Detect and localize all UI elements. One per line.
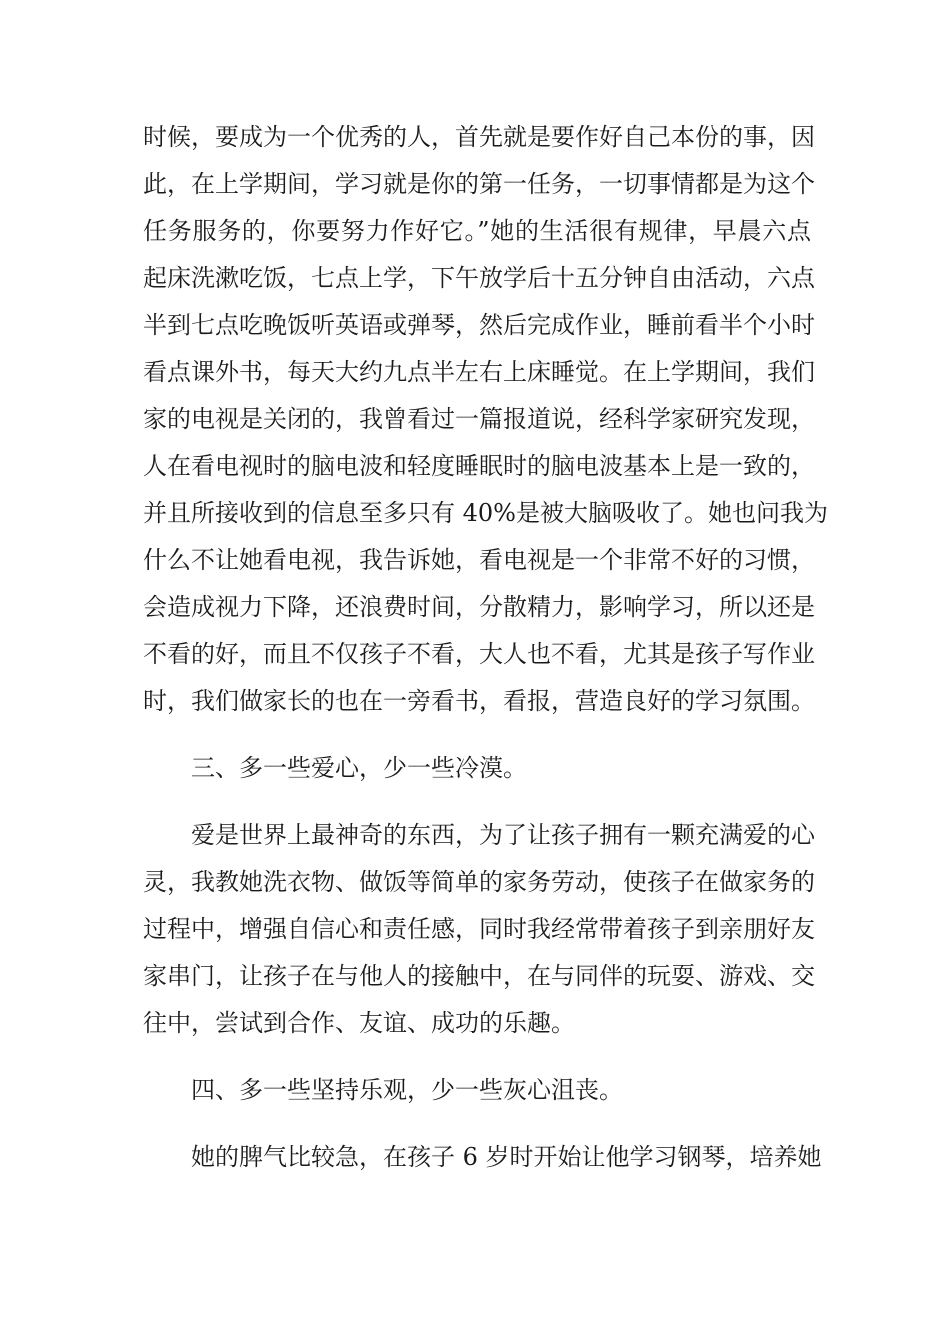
paragraph-line: 任务服务的，你要努力作好它。”她的生活很有规律，早晨六点: [143, 217, 811, 245]
paragraph-line: 过程中，增强自信心和责任感，同时我经常带着孩子到亲朋好友: [143, 915, 815, 943]
paragraph-line: 看点课外书，每天大约九点半左右上床睡觉。在上学期间，我们: [143, 358, 815, 386]
section-heading: 四、多一些坚持乐观，少一些灰心沮丧。: [191, 1076, 623, 1104]
paragraph-line: 半到七点吃晚饭听英语或弹琴，然后完成作业，睡前看半个小时: [143, 311, 815, 339]
paragraph-line: 爱是世界上最神奇的东西，为了让孩子拥有一颗充满爱的心: [191, 821, 815, 849]
paragraph-line: 时候，要成为一个优秀的人，首先就是要作好自己本份的事，因: [143, 123, 815, 151]
paragraph-line: 不看的好，而且不仅孩子不看，大人也不看，尤其是孩子写作业: [143, 640, 815, 668]
paragraph-line: 灵，我教她洗衣物、做饭等简单的家务劳动，使孩子在做家务的: [143, 868, 815, 896]
paragraph-line: 人在看电视时的脑电波和轻度睡眠时的脑电波基本上是一致的，: [143, 452, 815, 480]
paragraph-line: 时，我们做家长的也在一旁看书，看报，营造良好的学习氛围。: [143, 687, 815, 715]
paragraph-line: 起床洗漱吃饭，七点上学，下午放学后十五分钟自由活动，六点: [143, 264, 815, 292]
paragraph-line: 什么不让她看电视，我告诉她，看电视是一个非常不好的习惯，: [143, 546, 815, 574]
section-heading: 三、多一些爱心，少一些冷漠。: [191, 754, 527, 782]
paragraph-line: 往中，尝试到合作、友谊、成功的乐趣。: [143, 1009, 575, 1037]
paragraph-line: 她的脾气比较急，在孩子 6 岁时开始让他学习钢琴，培养她: [191, 1143, 822, 1171]
paragraph-line: 家的电视是关闭的，我曾看过一篇报道说，经科学家研究发现，: [143, 405, 815, 433]
paragraph-line: 会造成视力下降，还浪费时间，分散精力，影响学习，所以还是: [143, 593, 815, 621]
paragraph-line: 并且所接收到的信息至多只有 40%是被大脑吸收了。她也问我为: [143, 499, 828, 527]
paragraph-line: 此，在上学期间，学习就是你的第一任务，一切事情都是为这个: [143, 170, 815, 198]
paragraph-line: 家串门，让孩子在与他人的接触中，在与同伴的玩耍、游戏、交: [143, 962, 815, 990]
